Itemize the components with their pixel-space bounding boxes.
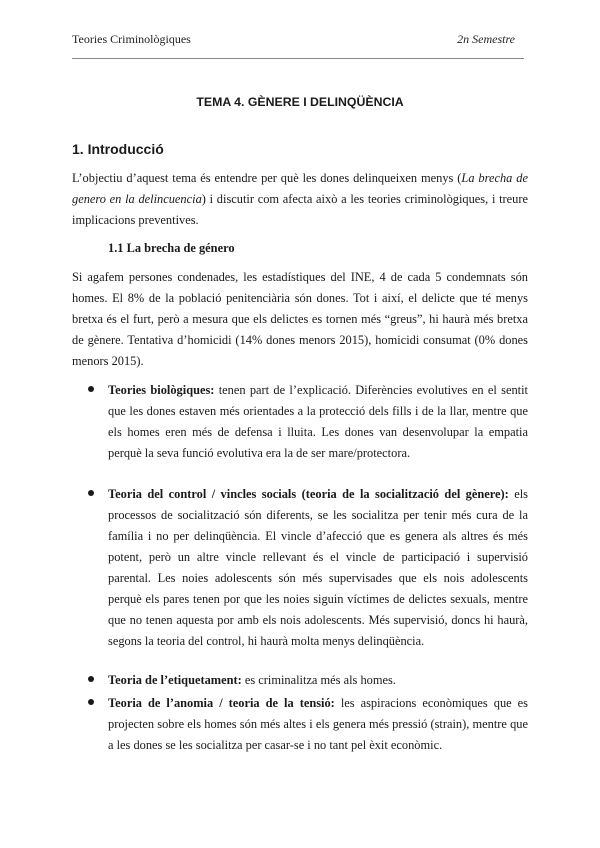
list-item-teories-biologiques [108, 380, 528, 464]
intro-paragraph [72, 168, 528, 231]
section-heading-introduccio: 1. Introducció [72, 141, 164, 157]
page-header [72, 32, 523, 47]
bullet-icon [88, 386, 94, 392]
list-item-text: es criminalitza més als homes. [241, 673, 396, 687]
brecha-paragraph: Si agafem persones condenades, les estadístiques del INE, 4 de cada 5 condemnats són homes. El 8% de la població penitenciària són dones. Tot i així, el delicte que té menys bretxa és el furt, però a mesura que els delictes es tornen més “greus”, hi haurà més bretxa de gènere. Tentativa d’homicidi (14% dones menors 2015), homicidi consumat (0% dones menors 2015). [72, 270, 528, 368]
list-item-text: tenen part de l’explicació. Diferències evolutives en el sentit que les dones estaven més orientades a la protecció dels fills i de la llar, mentre que els homes eren més de defensa i lluita. Les dones van desenvolupar la empatia perquè la seva funció evolutiva era la de ser mare/protectora. [108, 383, 528, 460]
header-divider [72, 58, 524, 59]
list-item-label: Teories biològiques: [108, 383, 215, 397]
list-item-label: Teoria de l’anomia / teoria de la tensió: [108, 696, 335, 710]
list-item-text: els processos de socialització són diferents, se les socialitza per tenir més cura de la família i no per delinqüència. El vincle d’afecció que es genera als altres és més potent, però un altre vincle rellevant és el vincle de participació i supervisió parental. Les noies adolescents són més supervisades que els nois adolescents perquè els pares tenen por que les noies siguin víctimes de delictes sexuals, mentre que no tenen aquesta por amb els nois adolescents. Més supervisió, doncs hi haurà, segons la teoria del control, hi haurà molta menys delinqüència. [108, 487, 529, 648]
list-item-teoria-control [108, 484, 528, 652]
intro-text-end: ) i discutir com afecta això a les teories criminològiques, i treure implicacions preventives. [72, 192, 529, 227]
document-title: TEMA 4. GÈNERE I DELINQÜÈNCIA [196, 95, 404, 109]
list-item-text: les aspiracions econòmiques que es projecten sobre els homes són més altes i els genera més pressió (strain), mentre que a les dones se les socialitza per casar-se i no tant pel èxit econòmic. [108, 696, 528, 752]
bullet-icon [88, 676, 94, 682]
list-item-label: Teoria de l’etiquetament: [108, 673, 242, 687]
intro-italic-phrase: La brecha de genero en la delincuencia [72, 171, 528, 206]
list-item-teoria-etiquetament [108, 670, 528, 691]
list-item-teoria-anomia [108, 693, 528, 756]
header-course-name: Teories Criminològiques [72, 32, 191, 46]
intro-text-start: L’objectiu d’aquest tema és entendre per què les dones delinqueixen menys ( [72, 171, 462, 185]
header-semester: 2n Semestre [457, 32, 515, 46]
bullet-icon [88, 699, 94, 705]
list-item-label: Teoria del control / vincles socials (teoria de la socialització del gènere): [108, 487, 509, 501]
bullet-icon [88, 490, 94, 496]
subsection-heading-brecha: 1.1 La brecha de género [108, 241, 235, 255]
